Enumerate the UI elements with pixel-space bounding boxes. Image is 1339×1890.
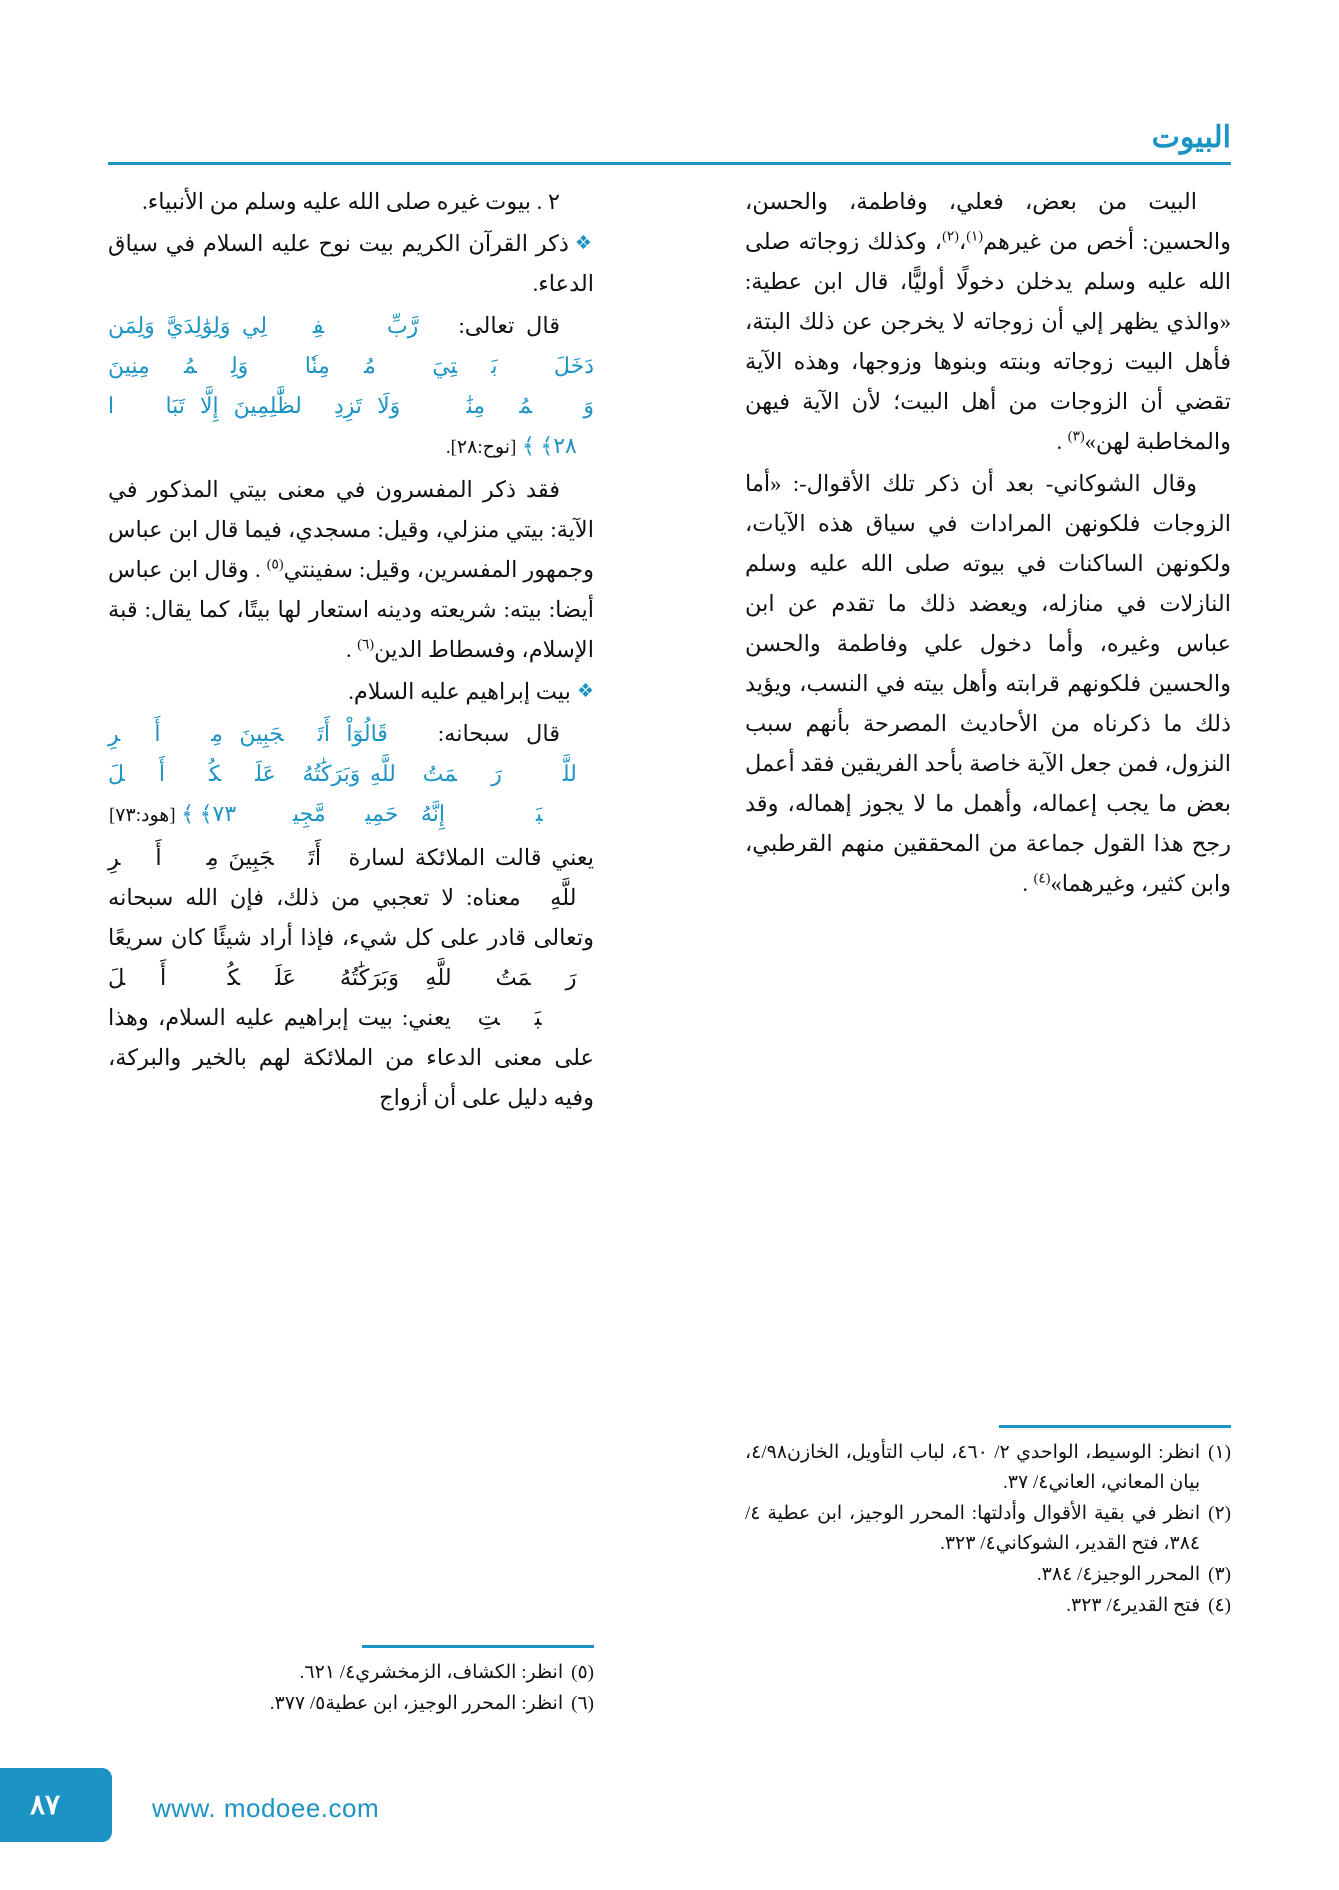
verse-source: [هود:٧٣]	[108, 805, 176, 826]
paragraph: البيت من بعض، فعلي، وفاطمة، والحسن، والحسين: أخص من غيرهم$^{(١)}$،$^{(٢)}$، وكذلك زوجاته صلى الله عليه وسلم يدخلن دخولًا أوليًّا، قال ابن عطية: «والذي يظهر إلي أن زوجاته لا يخرجن عن ذلك البتة، فأهل البيت زوجاته وبنته وبنوها وزوجها، وهذه الآية تقضي أن الزوجات من أهل البيت؛ لأن الآية فيهن والمخاطبة لهن»$^{(٣)}$ .	[745, 189, 1231, 454]
bullet-text: ذكر القرآن الكريم بيت نوح عليه السلام في سياق الدعاء.	[108, 231, 594, 296]
page-title: البيوت	[1151, 121, 1231, 154]
verse-source: [نوح:٢٨].	[445, 437, 517, 458]
footnote-text: فتح القدير٤/ ٣٢٣.	[1066, 1594, 1201, 1616]
footnote-number: (٢)	[1208, 1502, 1231, 1524]
quran-verse: ﴿ رَّبِّ ٱغۡفِرۡ لِي وَلِوَٰلِدَيَّ وَلِمَن دَخَلَ بَيۡتِيَ مُؤۡمِنٗا وَلِلۡمُؤۡمِنِينَ وَٱلۡمُؤۡمِنَٰتِۖ وَلَا تَزِدِ ٱلظَّٰلِمِينَ إِلَّا تَبَارَۢا ﴿٢٨﴾ ﴾	[108, 313, 594, 458]
footnote-item	[745, 1499, 1231, 1559]
body-column-right	[745, 182, 1231, 906]
footnote-item	[745, 1438, 1231, 1498]
quran-intro	[108, 714, 594, 836]
footnote-item	[745, 1591, 1231, 1621]
paragraph: فقد ذكر المفسرون في معنى بيتي المذكور في الآية: بيتي منزلي، وقيل: مسجدي، فيما قال ابن عباس وجمهور المفسرين، وقيل: سفينتي$^{(٥)}$ . وقال ابن عباس أيضا: بيته: شريعته ودينه استعار لها بيتًا، كما يقال: قبة الإسلام، وفسطاط الدين$^{(٦)}$ .	[108, 477, 594, 662]
footnote-item	[108, 1689, 594, 1719]
bullet-text: بيت إبراهيم عليه السلام.	[348, 679, 571, 704]
footnote-text: المحرر الوجيز٤/ ٣٨٤.	[1036, 1563, 1201, 1585]
footnote-text: انظر: المحرر الوجيز، ابن عطية٥/ ٣٧٧.	[269, 1692, 564, 1714]
page-number: ٨٧	[30, 1790, 61, 1821]
flower-bullet-icon: ❖	[574, 233, 594, 254]
quote-lead: قال تعالى:	[458, 313, 560, 338]
footnote-divider	[362, 1645, 594, 1648]
footnote-number: (١)	[1208, 1441, 1231, 1463]
footnote-number: (٤)	[1208, 1594, 1231, 1616]
flower-bullet-icon: ❖	[576, 681, 594, 702]
bullet-paragraph	[108, 672, 594, 712]
page-header	[108, 120, 1231, 166]
paragraph: يعني قالت الملائكة لسارة ﴿أَتَعۡجَبِينَ مِنۡ أَمۡرِ ٱللَّهِ﴾ معناه: لا تعجبي من ذلك، فإن الله سبحانه وتعالى قادر على كل شيء، فإذا أراد شيئًا كان سريعًا ﴿رَحۡمَتُ ٱللَّهِ وَبَرَكَٰتُهُۥ عَلَيۡكُمۡ أَهۡلَ ٱلۡبَيۡتِ﴾ يعني: بيت إبراهيم عليه السلام، وهذا على معنى الدعاء من الملائكة لهم بالخير والبركة، وفيه دليل على أن أزواج	[108, 845, 594, 1110]
quran-verse: ﴿ قَالُوٓاْ أَتَعۡجَبِينَ مِنۡ أَمۡرِ ٱللَّهِۖ رَحۡمَتُ ٱللَّهِ وَبَرَكَٰتُهُۥ عَلَيۡكُمۡ أَهۡلَ ٱلۡبَيۡتِۚ إِنَّهُۥ حَمِيدٞ مَّجِيدٞ ﴿٧٣﴾ ﴾	[108, 721, 594, 826]
footnote-text: انظر: الكشاف، الزمخشري٤/ ٦٢١.	[299, 1661, 564, 1683]
footnote-text: انظر: الوسيط، الواحدي ٢/ ٤٦٠، لباب التأويل، الخازن٤/٩٨، بيان المعاني، العاني٤/ ٣٧.	[745, 1441, 1201, 1493]
footnote-divider	[999, 1425, 1231, 1428]
quran-intro	[108, 306, 594, 468]
footnotes-left	[108, 1645, 594, 1720]
footnote-number: (٦)	[571, 1692, 594, 1714]
footnote-item	[108, 1658, 594, 1688]
footnote-number: (٣)	[1208, 1563, 1231, 1585]
section-heading: ٢ . بيوت غيره صلى الله عليه وسلم من الأنبياء.	[142, 189, 560, 214]
quote-lead: قال سبحانه:	[437, 721, 561, 746]
footnote-text: انظر في بقية الأقوال وأدلتها: المحرر الوجيز، ابن عطية ٤/ ٣٨٤، فتح القدير، الشوكاني٤/ ٣٢٣.	[745, 1502, 1201, 1554]
footnotes-right	[745, 1425, 1231, 1622]
footnote-item	[745, 1560, 1231, 1590]
header-divider	[108, 162, 1231, 165]
website-url[interactable]: www. modoee.com	[152, 1793, 380, 1823]
footnote-number: (٥)	[571, 1661, 594, 1683]
bullet-paragraph	[108, 224, 594, 304]
paragraph: وقال الشوكاني- بعد أن ذكر تلك الأقوال-: «أما الزوجات فلكونهن المرادات في سياق هذه الآيات، ولكونهن الساكنات في بيوته صلى الله عليه وسلم النازلات في منازله، ويعضد ذلك ما تقدم عن ابن عباس وغيره، وأما دخول علي وفاطمة والحسن والحسين فلكونهم قرابته وأهل بيته في النسب، ويؤيد ذلك ما ذكرناه من الأحاديث المصرحة بأنهم سبب النزول، فمن جعل الآية خاصة بأحد الفريقين فقد أعمل بعض ما يجب إعماله، وأهمل ما لا يجوز إهماله، وقد رجح هذا القول جماعة من المحققين منهم القرطبي، وابن كثير، وغيرهما»$^{(٤)}$ .	[745, 471, 1231, 896]
body-column-left	[108, 182, 594, 1120]
